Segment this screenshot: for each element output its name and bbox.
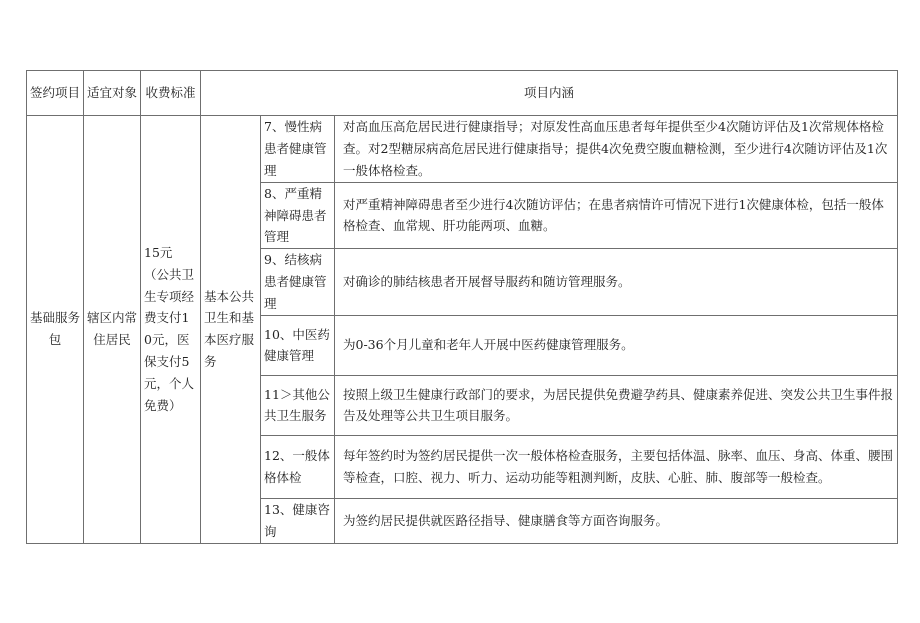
header-item-content: 项目内涵 (201, 71, 898, 116)
service-item-name: 13、健康咨询 (261, 498, 335, 543)
package-target: 辖区内常住居民 (84, 116, 141, 544)
service-item-content: 对高血压高危居民进行健康指导；对原发性高血压患者每年提供至少4次随访评估及1次常规体格检查。对2型糖尿病高危居民进行健康指导；提供4次免费空腹血糖检测，至少进行4次随访评估及1次一般体格检查。 (335, 116, 898, 183)
service-package-table (26, 70, 898, 544)
header-target-group: 适宜对象 (84, 71, 141, 116)
service-item-name: 8、严重精神障碍患者管理 (261, 182, 335, 249)
package-category: 基本公共卫生和基本医疗服务 (201, 116, 261, 544)
service-item-content: 为0-36个月儿童和老年人开展中医药健康管理服务。 (335, 315, 898, 375)
header-fee-standard: 收费标准 (141, 71, 201, 116)
package-name: 基础服务包 (27, 116, 84, 544)
service-item-name: 12、一般体格体检 (261, 435, 335, 498)
header-row (27, 71, 898, 116)
header-signing-item: 签约项目 (27, 71, 84, 116)
package-fee: 15元（公共卫生专项经费支付10元，医保支付5元，个人免费） (141, 116, 201, 544)
service-item-name: 10、中医药健康管理 (261, 315, 335, 375)
service-item-name: 7、慢性病患者健康管理 (261, 116, 335, 183)
table-row (27, 116, 898, 183)
service-item-content: 对严重精神障碍患者至少进行4次随访评估；在患者病情许可情况下进行1次健康体检，包括一般体格检查、血常规、肝功能两项、血糖。 (335, 182, 898, 249)
service-item-content: 按照上级卫生健康行政部门的要求，为居民提供免费避孕药具、健康素养促进、突发公共卫生事件报告及处理等公共卫生项目服务。 (335, 375, 898, 435)
service-item-name: 9、结核病患者健康管理 (261, 249, 335, 316)
service-item-name: 11＞其他公共卫生服务 (261, 375, 335, 435)
service-item-content: 每年签约时为签约居民提供一次一般体格检查服务，主要包括体温、脉率、血压、身高、体重、腰围等检查，口腔、视力、听力、运动功能等粗测判断，皮肤、心脏、肺、腹部等一般检查。 (335, 435, 898, 498)
service-item-content: 为签约居民提供就医路径指导、健康膳食等方面咨询服务。 (335, 498, 898, 543)
service-item-content: 对确诊的肺结核患者开展督导服药和随访管理服务。 (335, 249, 898, 316)
